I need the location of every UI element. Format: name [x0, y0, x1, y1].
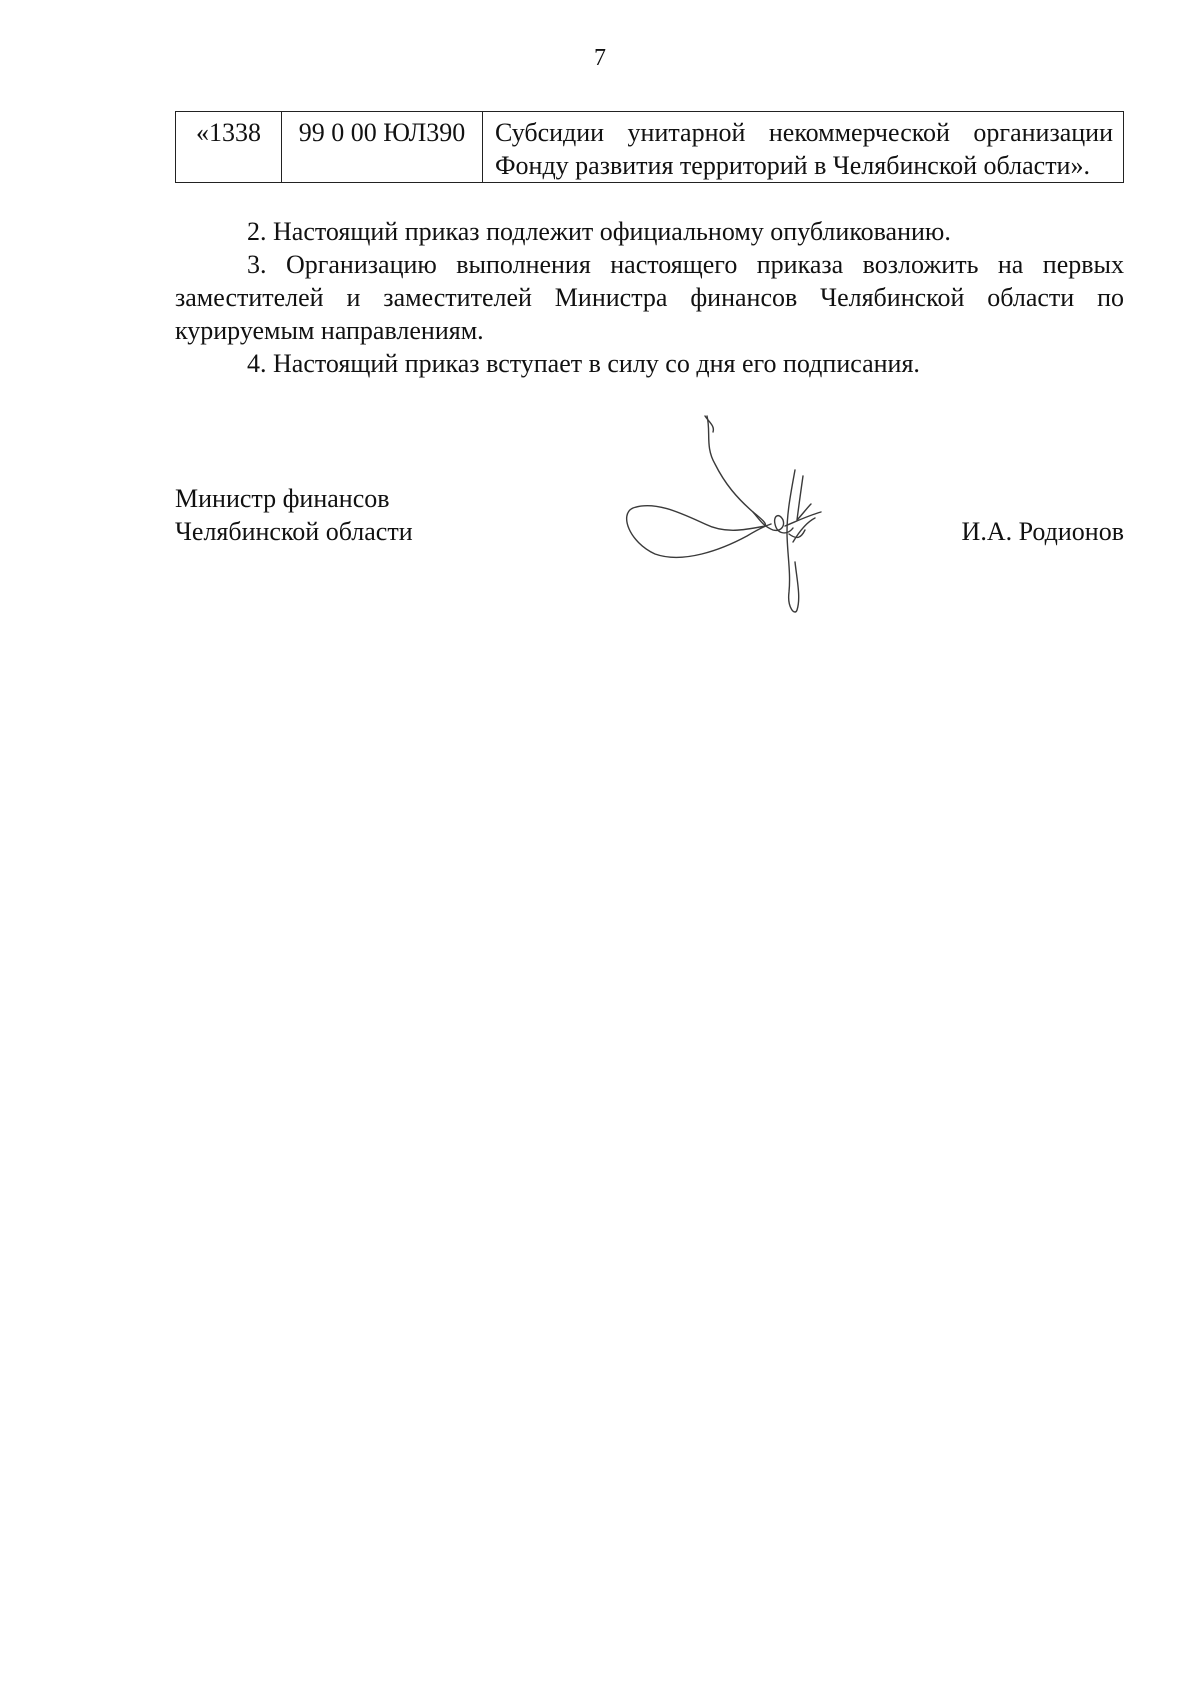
table-cell-code: «1338 [176, 112, 282, 183]
page-number: 7 [594, 45, 606, 71]
paragraph-4: 4. Настоящий приказ вступает в силу со дня его подписания. [247, 349, 920, 378]
table-row [176, 112, 1124, 183]
budget-code-table [175, 111, 1124, 183]
position-line-1: Министр финансов [175, 484, 390, 513]
handwritten-signature [625, 412, 840, 617]
table-cell-kcsr: 99 0 00 ЮЛ390 [282, 112, 483, 183]
paragraph-2: 2. Настоящий приказ подлежит официальному опубликованию. [247, 217, 951, 246]
signer-name: И.А. Родионов [961, 517, 1124, 546]
order-paragraphs [175, 215, 1124, 380]
table-cell-name: Субсидии унитарной некоммерческой организации Фонду развития территорий в Челябинской области». [483, 112, 1124, 183]
signatory-position [175, 482, 413, 548]
paragraph-3: 3. Организацию выполнения настоящего приказа возложить на первых заместителей и заместителей Министра финансов Челябинской области по курируемым направлениям. [175, 250, 1124, 345]
position-line-2: Челябинской области [175, 517, 413, 546]
